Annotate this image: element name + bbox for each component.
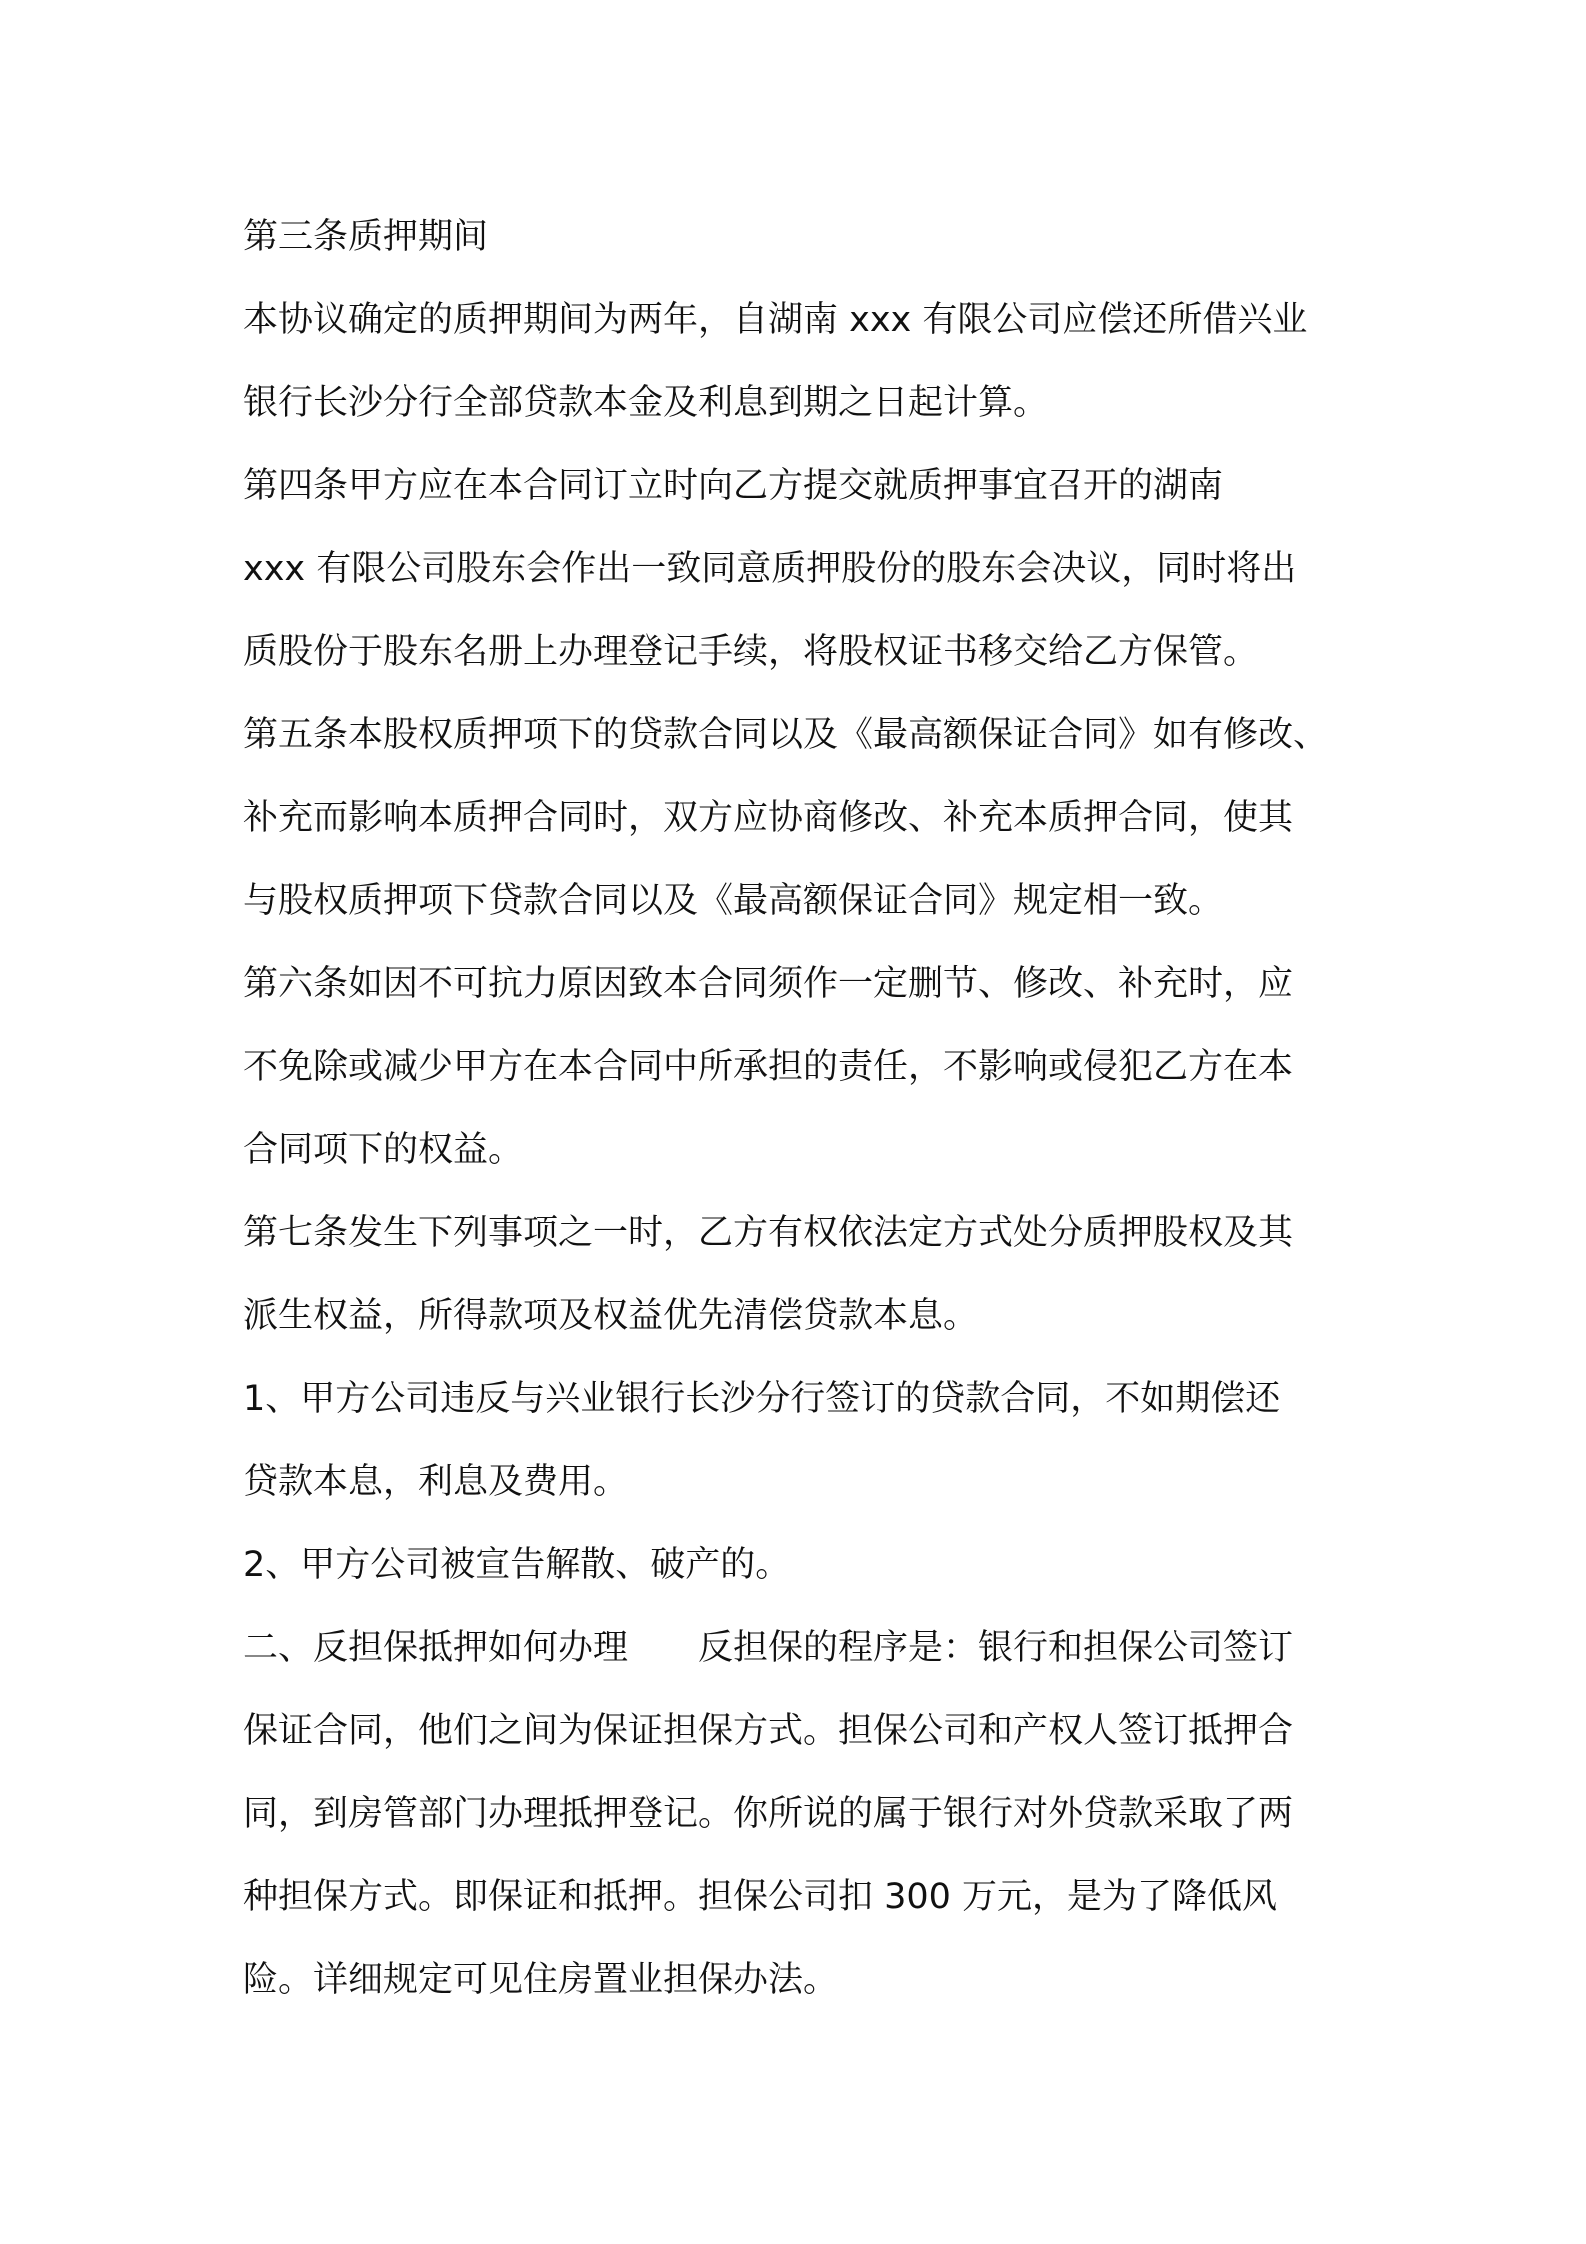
text-line: 第四条甲方应在本合同订立时向乙方提交就质押事宜召开的湖南 — [243, 466, 1224, 506]
text-line: 1、甲方公司违反与兴业银行长沙分行签订的贷款合同，不如期偿还 — [243, 1379, 1281, 1419]
text-line: 派生权益，所得款项及权益优先清偿贷款本息。 — [243, 1296, 979, 1336]
text-line: 本协议确定的质押期间为两年，自湖南 xxx 有限公司应偿还所借兴业 — [243, 300, 1308, 340]
text-line: 第三条质押期间 — [243, 217, 489, 257]
text-line: 质股份于股东名册上办理登记手续，将股权证书移交给乙方保管。 — [243, 632, 1259, 672]
text-line: xxx 有限公司股东会作出一致同意质押股份的股东会决议，同时将出 — [243, 549, 1297, 589]
text-line: 与股权质押项下贷款合同以及《最高额保证合同》规定相一致。 — [243, 881, 1224, 921]
text-line: 同，到房管部门办理抵押登记。你所说的属于银行对外贷款采取了两 — [243, 1794, 1294, 1834]
text-line: 银行长沙分行全部贷款本金及利息到期之日起计算。 — [243, 383, 1049, 423]
text-line: 贷款本息，利息及费用。 — [243, 1462, 629, 1502]
text-line: 补充而影响本质押合同时，双方应协商修改、补充本质押合同，使其 — [243, 798, 1294, 838]
text-line: 不免除或减少甲方在本合同中所承担的责任，不影响或侵犯乙方在本 — [243, 1047, 1294, 1087]
document-body — [243, 196, 1363, 2022]
text-line: 险。详细规定可见住房置业担保办法。 — [243, 1960, 839, 2000]
text-line: 第七条发生下列事项之一时，乙方有权依法定方式处分质押股权及其 — [243, 1213, 1294, 1253]
text-line: 2、甲方公司被宣告解散、破产的。 — [243, 1545, 791, 1585]
text-line: 二、反担保抵押如何办理 反担保的程序是：银行和担保公司签订 — [243, 1628, 1294, 1668]
text-line: 种担保方式。即保证和抵押。担保公司扣 300 万元，是为了降低风 — [243, 1877, 1278, 1917]
text-line: 合同项下的权益。 — [243, 1130, 524, 1170]
text-line: 第六条如因不可抗力原因致本合同须作一定删节、修改、补充时，应 — [243, 964, 1294, 1004]
text-line: 第五条本股权质押项下的贷款合同以及《最高额保证合同》如有修改、 — [243, 715, 1329, 755]
text-line: 保证合同，他们之间为保证担保方式。担保公司和产权人签订抵押合 — [243, 1711, 1294, 1751]
